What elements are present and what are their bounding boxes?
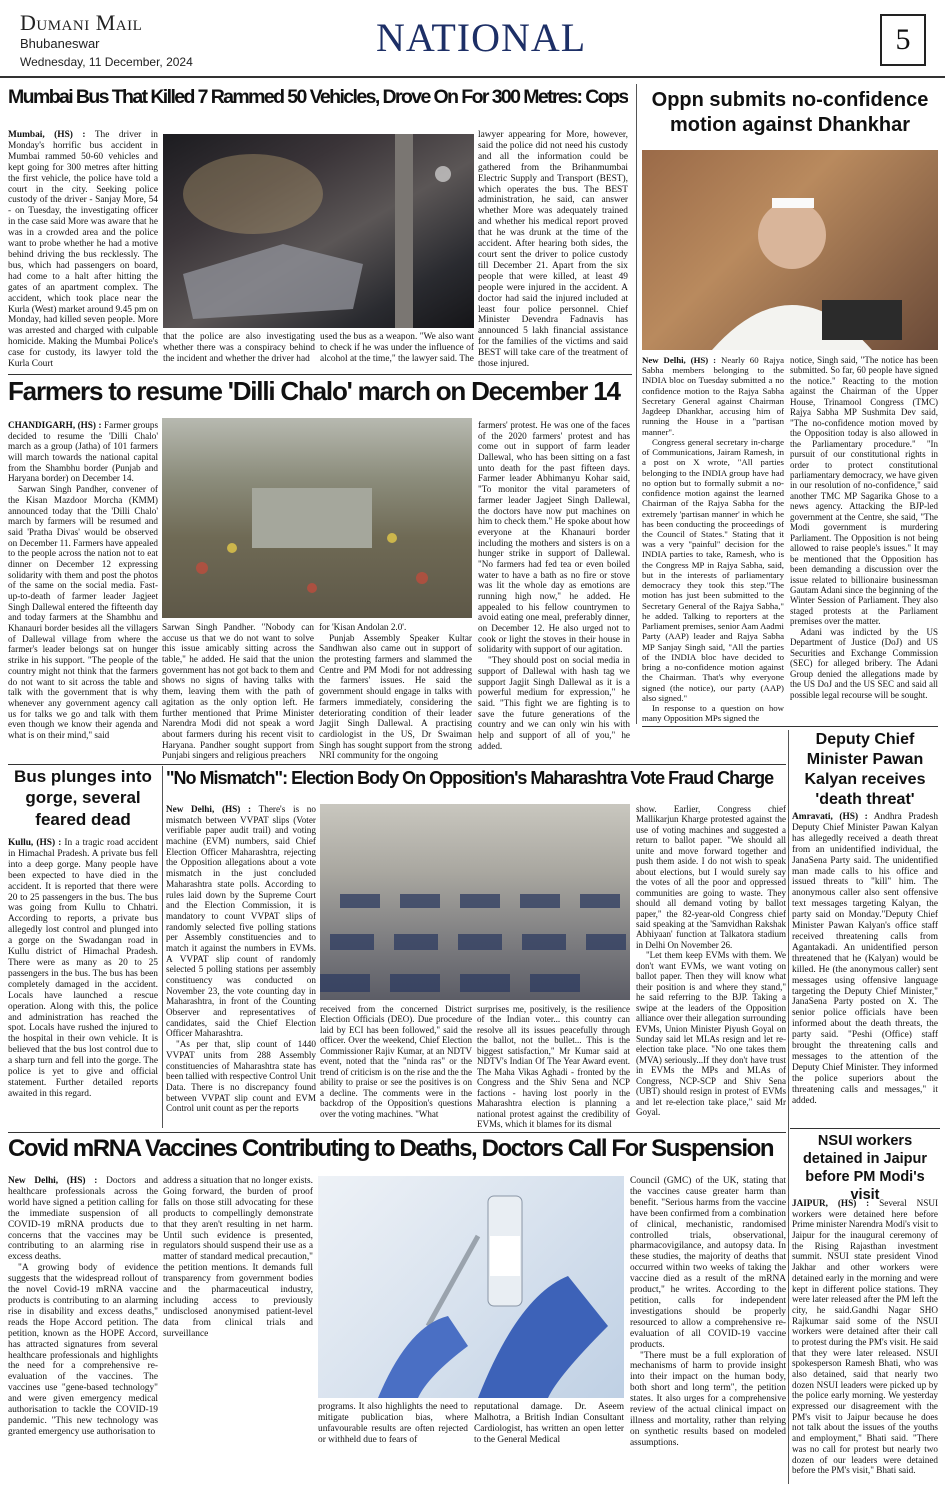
story7-col5: Council (GMC) of the UK, stating that the vaccines cause greater harm than benefit. "Serious harms from the vaccine have been confirmed from a combination of clinical, mechanistic, randomised controlled trials, observational, pharmacovigilance, and autopsy data. In these studies, the majority of deaths that occurred within two weeks of taking the vaccine died as a result of the mRNA product," he writes. According to the petition, calls for independent investigations should be properly resourced to allow a comprehensive re-evaluation of all COVID-19 vaccine products. "There must be a full exploration of mechanisms of harm to provide insight into their impact on the human body, both short and long term", the petition states. It also urges for a comprehensive review of the actual clinical impact on illness and mortality, rather than relying on synthetic results based on modeled assumptions. <box>630 1176 786 1448</box>
story2-col2: notice, Singh said, "The notice has been submitted. So far, 60 people have signed the notice." Reacting to the motion against the Chairman of the Upper House, Trinamool Congress (TMC) Rajya Sabha MP Sushmita Dev said, "The no-confidence motion moved by the Opposition today is also allowed in the Parliamentary procedure." "In pursuit of our constitutional rights in order to protect constitutional parliamentary democracy, we have given in our resolution of no-confidence," said another TMC MP Sagarika Ghose to a news agency. Attacking the BJP-led government at the Centre, she said, "The Modi government is murdering Parliament. The Opposition is not being allowed to raise people's issues." It may be mentioned that the Opposition has been demanding a discussion over the issue related to billionaire businessman Gautam Adani since the beginning of the Winter Session of Parliament. They also staged protests at the Parliament premises over the matter. Adani was indicted by the US Department of Justice (DoJ) and US Securities and Exchange Commission (SEC) for alleged bribery. The Adani Group denied the allegations made by the US DoJ and the US SEC and said all possible legal recourse will be sought. <box>790 355 938 700</box>
story1-col2: that the police are also investigating whether there was a conspiracy behind the incident and whether the driver had <box>163 332 315 364</box>
story2-headline: Oppn submits no-confidence motion against Dhankhar <box>651 89 929 136</box>
dhankhar-photo <box>642 150 938 350</box>
story1-col4: lawyer appearing for More, however, said the police did not need his custody and all the information could be gathered from the Brihanmumbai Electric Supply and Transport (BEST), which operates the bus. The BEST administration, he said, can answer whether More was adequately trained and whether his medical report proved that he was drunk at the time of the accident. After hearing both sides, the court sent the driver to police custody till December 21. Apart from the six people that were killed, at least 49 people were injured in the accident. A doctor had said the injured included at least four police personnel. Chief Minister Devendra Fadnavis has announced 5 lakh financial assistance for the families of the victims and said BEST will take care of the treatment of those injured. <box>478 130 628 370</box>
story7-headline: Covid mRNA Vaccines Contributing to Deaths, Doctors Call For Suspension <box>8 1135 774 1162</box>
section-title: NATIONAL <box>376 15 587 60</box>
story6-col4: show. Earlier, Congress chief Mallikarjun Kharge protested against the use of voting machines and suggested a return to ballot paper. "We should all unite and move forward together and push them aside. I do not wish to speak about elections, but I would surely say the votes of all the poor and oppressed communities are going to waste. They should all demand voting by ballot paper," the 82-year-old Congress chief said speaking at the 'Samvidhan Rakshak Abhiyaan' function at Talkatora stadium in Delhi On November 26. "Let them keep EVMs with them. We don't want EVMs, we want voting on ballot paper. Then they will know what their position is and where they stand," he said referring to the BJP. Taking a swipe at the leaders of the Opposition alliance over their allegation surrounding EVMs, Union Minister Piyush Goyal on Sunday said let MLAs resign and let re-election take place. "No one takes them (MVA) seriously...If they don't have trust in EVMs the MPs and MLAs of Congress, NCP-SCP and Shiv Sena (UBT) should resign in protest of EVMs and let re-election take place," said Mr Goyal. <box>636 804 786 1118</box>
vaccine-photo <box>318 1176 624 1398</box>
story6-col1: New Delhi, (HS) : There's is no mismatch between VVPAT slips (Voter verifiable paper audit trail) and voting machine (EVM) numbers, said Chief Election Officer Maharashtra, rejecting the Opposition allegations about a vote mismatch in the just concluded Maharashtra state polls. According to rules laid down by the Supreme Court and the Election Commission, it is mandatory to count VVPAT slips of randomly selected five polling stations per Assembly constituencies and to match it against the numbers in EVMs. A VVPAT slip count of randomly selected 5 polling stations per assembly constituency was conducted on November 23, the vote counting day in Maharashtra, in front of the Counting Observer and representatives of candidates, said the Chief Election Officer Maharashtra. "As per that, slip count of 1440 VVPAT units from 288 Assembly constituencies of Maharashtra state has been tallied with respective Control Unit Data. There is no discrepancy found between VVPAT slip count and EVM Control unit count as per the reports <box>166 804 316 1114</box>
bus-crash-photo <box>163 134 474 328</box>
story4-headline: Deputy Chief Minister Pawan Kalyan receives 'death threat' <box>804 731 926 808</box>
page-number: 5 <box>880 14 926 66</box>
story7-col2: address a situation that no longer exists. Going forward, the burden of proof falls on those still advocating for these products to compellingly demonstrate that they aren't resulting in net harm. Until such evidence is presented, regulators should suspend their use as a matter of standard medical precaution," the petition mentions. It demands full transparency from government bodies and the pharmaceutical industry, including access to previously undisclosed anonymised patient-level data from clinical trials and surveillance <box>163 1176 313 1339</box>
story3-col2: Sarwan Singh Pandher. "Nobody can accuse us that we do not want to solve this issue amicably sitting across the table," he added. He said that the union government has not got back to them and shows no signs of having talks with them, leaving them with the path of agitation as the only option left. He further mentioned that Prime Minister Narendra Modi did not speak a word about farmers during his recent visit to Haryana. Pandher sought support from Punjabi singers and religious preachers <box>162 622 314 761</box>
story1-col3: used the bus as a weapon. "We also want to check if he was under the influence of alcohol at the time," the lawyer said. The <box>320 332 474 364</box>
masthead <box>0 0 945 78</box>
story1-headline: Mumbai Bus That Killed 7 Rammed 50 Vehicles, Drove On For 300 Metres: Cops <box>8 86 628 108</box>
paper-city: Bhubaneswar <box>20 36 100 51</box>
story4-body: Amravati, (HS) : Andhra Pradesh Deputy Chief Minister Pawan Kalyan has allegedly received a death threat from an unidentified individual, the JanaSena Party said. The unidentified man made calls to his office and issued threats to "kill" him. The anonymous caller also sent offensive text messages targeting Kalyan, the party said on Monday."Deputy Chief Minister Pawan Kalyan's office staff received threatening calls from Agantakadi. An unidentified person threatened that he (Kalyan) would be killed. He (the anonymous caller) sent messages using offensive language targeting the Deputy Chief Minister," JanaSena Party posted on X. The senior police officials have been informed about the death threats, the party said. "Peshi (Office) staff brought the threatening calls and messages to the attention of the Deputy Chief Minister. They informed the police superiors about the threatening calls and messages," it added. <box>792 812 938 1106</box>
story7-col4: reputational damage. Dr. Aseem Malhotra, a British Indian Consultant Cardiologist, has written an open letter to the General Medical <box>474 1402 624 1445</box>
story3-col4: farmers' protest. He was one of the faces of the 2020 farmers' protest and has come out in support of farm leader Dallewal, who has been sitting on a fast unto death for the past fifteen days. Farmer leader Abhimanyu Kohar said, "To monitor the vital parameters of farmer leader Jagjeet Singh Dallewal, the doctors have now put machines on him to check them." He spoke about how everyone at the Khanauri border including the mothers and sisters is on a hunger strike in support of Dallewal. "No farmers had fed tea or even boiled water to have a bath as no fire or stove was lit the whole day as emotions are running high now," he added. He appealed to his fellow countrymen to avoid eating one meal, preferably dinner, on December 12. He also urged not to cook or light the stoves in their house in solidarity with support of our agitation. "They should post on social media in support of Dallewal with hash tag we support Jagjit Singh Dallewal as it is a powerful medium for expression," he said. "This fight we are fighting is to save the future generations of the country and we can only win his with help and support of all of you," he added. <box>478 420 630 751</box>
story3-headline: Farmers to resume 'Dilli Chalo' march on December 14 <box>8 377 620 406</box>
story7-col1: New Delhi, (HS) : Doctors and healthcare professionals across the world have signed a petition calling for the immediate suspension of all COVID-19 mRNA products due to concerns that the vaccines may be contributing to an alarming rise in excess deaths. "A growing body of evidence suggests that the widespread rollout of the novel Covid-19 mRNA vaccine products is contributing to an alarming rise in disability and excess deaths," reads the Hope Accord petition. The petition, known as the HOPE Accord, has attracted signatures from several healthcare professionals and highlights the need for a comprehensive re-evaluation of the vaccines. The vaccines use "gene-based technology" and were given emergency medical authorisation to tackle the COVID-19 pandemic. "This new technology was granted emergency use authorisation to <box>8 1176 158 1437</box>
paper-date: Wednesday, 11 December, 2024 <box>20 55 193 69</box>
story7-col3: programs. It also highlights the need to mitigate publication bias, where unfavourable results are often rejected or withheld due to fears of <box>318 1402 468 1445</box>
story3-col1: CHANDIGARH, (HS) : Farmer groups decided to resume the 'Dilli Chalo' march as a group (Jatha) of 101 farmers will march towards the national capital from the Shambhu border (Punjab and Haryana border) on December 14. Sarwan Singh Pandher, convener of the Kisan Mazdoor Morcha (KMM) announced today that the 'Dilli Chalo' march by farmers will be resumed and said 'Pratha Divas' would be observed on December 11. Farmers have appealed to the people across the nation not to eat dinner on December 12 expressing solidarity with them and post the photos of the same on the social media. Fast-up-to-death of farmer leader Jagjeet Singh Dallewal entered the fifteenth day and today farmers at the Shambhu and Khanauri border besides all the villagers of Dallewal village from where the farmer's leader belongs sat on hunger strike in his support. "The people of the country might not think that the farmers do not want to sit across the table and talk with the government that is why whenever any government agency call us for talks we go and talk with them even though we know their agenda and what is on their mind," said <box>8 420 158 740</box>
story8-body: JAIPUR, (HS) : Several NSUI workers were detained here before Prime minister Narendra Modi's visit to Jaipur for the inaugural ceremony of the Rising Rajasthan investment summit. NSUI state president Vinod Jakhar and other workers were detained early in the morning and were kept in different police stations. They were later released after the PM left the city, he said.Gandhi Nagar SHO Rajkumar said some of the NSUI workers were detained after their call to protest during the PM's visit. He said that they were later released. NSUI spokesperson Ramesh Bhati, who was also detained, said that nearly two dozen NSUI leaders were picked up by the police early morning. We yesterday expressed our disagreement with the PM's visit to Jaipur because he does not talk about the issues of the youths and employment," Bhati said. "There was no call for protest but nearly two dozen of our leaders were detained before the PM's visit," Bhati said. <box>792 1198 938 1476</box>
story6-col3: surprises me, positively, is the resilience of the Indian voter... this country can resolve all its issues peacefully through the ballot, not the bullet... This is the biggest satisfaction," Mr Kumar said at NDTV's Indian Of The Year Award event. The Maha Vikas Aghadi - fronted by the Congress and the Shiv Sena and NCP factions - having lost poorly in the Maharashtra election is planning a national protest against the credibility of EVMs, which it blames for its dismal <box>477 1004 630 1128</box>
farmers-protest-photo <box>162 418 472 618</box>
story6-headline: "No Mismatch": Election Body On Opposition's Maharashtra Vote Fraud Charge <box>166 768 774 788</box>
story8-headline: NSUI workers detained in Jaipur before PM Modi's visit <box>802 1133 928 1204</box>
story1-col1: Mumbai, (HS) : The driver in Monday's horrific bus accident in Mumbai rammed 50-60 vehicles and kept going for 300 metres after hitting the first vehicle, the police have told a court in the city. Seeking police custody of the driver - Sanjay More, 54 - on Tuesday, the investigating officer in the case said More was aware that he was in a crowded area and the police want to probe whether he had a motive behind driving the bus recklessly. The bus, which had passengers on board, had come to a halt after hitting the gates of an apartment complex. The accident, which took place near the Kurla (West) market around 9.45 pm on Monday, had killed seven people. More was arrested and charged with culpable homicide. Making the Mumbai Police's case for custody, its lawyer told the Kurla Court <box>8 130 158 370</box>
story6-col2: received from the concerned District Election Officials (DEO). Due procedure laid by ECI has been followed," said the officer. Over the weekend, Chief Election Commissioner Rajiv Kumar, at an NDTV event, noted that the "ninda ras" or the trend of criticism is on the rise and the the ability to praise or see the positives is on a decline. The comments were in the backdrop of the Opposition's questions over the voting machines. "What <box>320 1004 472 1119</box>
paper-name: Dumani Mail <box>20 10 143 35</box>
story5-headline: Bus plunges into gorge, several feared dead <box>14 767 152 829</box>
story2-col1: New Delhi, (HS) : Nearly 60 Rajya Sabha members belonging to the INDIA bloc on Tuesday submitted a no confidence motion to the Rajya Sabha Secretary General against Chairman Jagdeep Dhankhar, accusing him of running the House in a "partisan manner". Congress general secretary in-charge of Communications, Jairam Ramesh, in a post on X wrote, "All parties belonging to the INDIA group have had no option but to formally submit a no-confidence motion against the learned Chairman of the Rajya Sabha for the extremely 'partisan manner' in which he has been conducting the proceedings of the Council of States." Stating that it was a very "painful" decision for the INDIA parties to take, Ramesh, who is the Congress MP in Rajya Sabha, said, but in the interests of parliamentary democracy they took this step."The motion has just been submitted to the Secretary General of the Rajya Sabha," he added. Talking to reporters at the Parliament premises, senior Aam Aadmi Party (AAP) leader and Rajya Sabha MP Sanjay Singh said, "All the parties of the INDIA bloc have decided to bring a no-confidence motion against the Chairman. That's why everyone signed (the notice), our party (AAP) also signed." In response to a question on how many Opposition MPs signed the <box>642 355 784 723</box>
story5-body: Kullu, (HS) : In a tragic road accident in Himachal Pradesh. A private bus fell into a deep gorge. Many people have been expected to have died in the accident. It is reported that there were 20 to 25 passengers in the bus. The bus was going from Kullu to Chhatri. According to reports, a private bus allegedly lost control and plunged into a gorge on the Swadangan road in Kullu district of Himachal Pradesh. There were as many as 20 to 25 passengers in the bus. The bus has been completely damaged in the accident. Locals have launched a rescue operation. Along with this, the police and administration has reached the spot. Locals have rushed the injured to the hospital in their own vehicle. It is believed that the bus lost control due to a sharp turn and fell into the gorge. The police is yet to give and official statement. Further detailed reports awaited in this regard. <box>8 838 158 1099</box>
evm-room-photo <box>320 804 630 1000</box>
story3-col3: for 'Kisan Andolan 2.0'. Punjab Assembly Speaker Kultar Sandhwan also came out in support of the protesting farmers and slammed the Centre and PM Modi for not addressing the farmers' issues. He said the government should engage in talks with farmers immediately, considering the deteriorating condition of their leader Jagjit Singh Dallewal. A practising cardiologist in the US, Dr Swaiman Singh has sought support from the strong NRI community for the ongoing <box>319 622 472 761</box>
